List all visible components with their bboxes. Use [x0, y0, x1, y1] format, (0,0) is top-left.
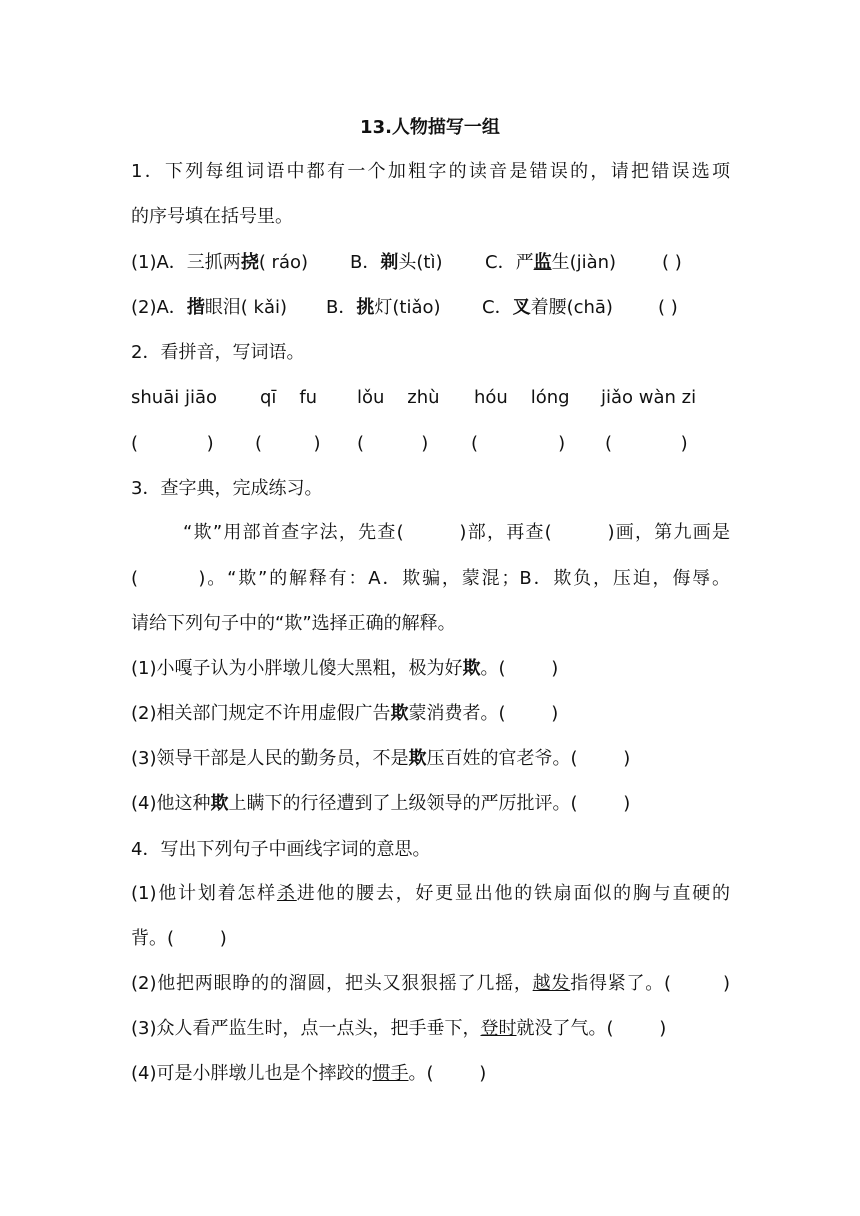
q1-row2-option-a: (2)A．揩眼泪( kǎi) — [131, 297, 288, 318]
q2-pinyin-3: lǒu zhù — [357, 387, 440, 408]
q4-item-2: (2)他把两眼睁的的溜圆，把头又狠狠摇了几摇，越发指得紧了。( ) — [131, 973, 730, 994]
q3-item-4: (4)他这种欺上瞒下的行径遭到了上级领导的严厉批评。( ) — [131, 793, 631, 814]
q3-item-3: (3)领导干部是人民的勤务员，不是欺压百姓的官老爷。( ) — [131, 748, 631, 769]
q3-para-line1: “欺”用部首查字法，先查( )部，再查( )画，第九画是 — [183, 522, 730, 543]
q3-para-line2: ( )。“欺”的解释有：A．欺骗，蒙混；B．欺负，压迫，侮辱。 — [131, 568, 730, 589]
q1-row2-option-b: B．挑灯(tiǎo) — [326, 297, 441, 318]
q1-stem-line1: 1．下列每组词语中都有一个加粗字的读音是错误的，请把错误选项 — [131, 161, 730, 182]
q2-blank-2[interactable]: ( ) — [255, 433, 321, 454]
q1-row1-option-b: B．剃头(tì) — [350, 252, 443, 273]
q2-pinyin-4: hóu lóng — [474, 387, 570, 408]
q4-stem: 4．写出下列句子中画线字词的意思。 — [131, 839, 431, 860]
q4-item-1-line1: (1)他计划着怎样杀进他的腰去，好更显出他的铁扇面似的胸与直硬的 — [131, 883, 731, 904]
q1-row2-answer-blank[interactable]: ( ) — [658, 297, 678, 318]
q2-blank-1[interactable]: ( ) — [131, 433, 214, 454]
q4-item-4: (4)可是小胖墩儿也是个摔跤的惯手。( ) — [131, 1063, 487, 1084]
q3-item-2: (2)相关部门规定不许用虚假广告欺蒙消费者。( ) — [131, 703, 559, 724]
q1-row1-option-c: C．严监生(jiàn) — [485, 252, 617, 273]
q3-item-1: (1)小嘎子认为小胖墩儿傻大黑粗，极为好欺。( ) — [131, 658, 559, 679]
q2-blank-5[interactable]: ( ) — [605, 433, 688, 454]
q1-row2-option-c: C．叉着腰(chā) — [482, 297, 613, 318]
q2-blank-4[interactable]: ( ) — [471, 433, 566, 454]
q3-para-line3: 请给下列句子中的“欺”选择正确的解释。 — [131, 613, 456, 634]
q1-row1-answer-blank[interactable]: ( ) — [662, 252, 682, 273]
q2-stem: 2．看拼音，写词语。 — [131, 342, 305, 363]
q2-blank-3[interactable]: ( ) — [357, 433, 429, 454]
q3-stem: 3．查字典，完成练习。 — [131, 478, 323, 499]
page-title: 13.人物描写一组 — [360, 117, 500, 138]
q2-pinyin-2: qī fu — [260, 387, 318, 408]
q1-stem-line2: 的序号填在括号里。 — [131, 206, 293, 227]
q2-pinyin-5: jiǎo wàn zi — [601, 387, 697, 408]
q1-row1-option-a: (1)A．三抓两挠( ráo) — [131, 252, 309, 273]
q2-pinyin-1: shuāi jiāo — [131, 387, 217, 408]
q4-item-1-line2: 背。( ) — [131, 928, 227, 949]
q4-item-3: (3)众人看严监生时，点一点头，把手垂下，登时就没了气。( ) — [131, 1018, 667, 1039]
